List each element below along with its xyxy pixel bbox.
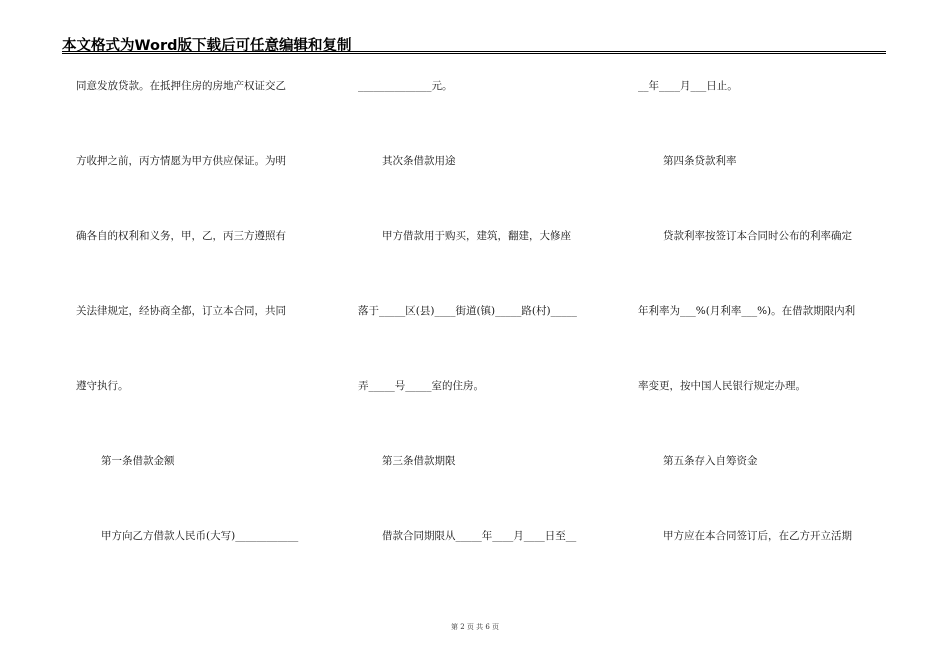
col1-line-2: 方收押之前，丙方情愿为甲方供应保证。为明	[76, 155, 286, 167]
page-number: 第 2 页 共 6 页	[450, 623, 500, 631]
col1-line-7: 甲方向乙方借款人民币(大写)____________	[101, 530, 299, 542]
col3-section-heading-1: 第四条贷款利率	[663, 155, 737, 167]
col2-line-4: 落于_____区(县)____街道(镇)_____路(村)_____	[358, 305, 577, 317]
col2-section-heading-1: 其次条借款用途	[382, 155, 456, 167]
col2-line-7: 借款合同期限从_____年____月____日至__	[382, 530, 577, 542]
col3-line-4: 年利率为___%(月利率___%)。在借款期限内利	[638, 305, 856, 317]
col3-line-3: 贷款利率按签订本合同时公布的利率确定	[663, 230, 852, 242]
col3-line-5: 率变更，按中国人民银行规定办理。	[638, 380, 806, 392]
col2-line-1: ______________元。	[358, 80, 453, 92]
col1-line-4: 关法律规定，经协商全都，订立本合同，共同	[76, 305, 286, 317]
col3-line-7: 甲方应在本合同签订后，在乙方开立活期	[663, 530, 852, 542]
col1-line-1: 同意发放贷款。在抵押住房的房地产权证交乙	[76, 80, 286, 92]
col3-line-1: __年____月___日止。	[638, 80, 738, 92]
document-header-title: 本文格式为Word版下载后可任意编辑和复制	[62, 38, 352, 54]
col1-line-3: 确各自的权利和义务，甲，乙，丙三方遵照有	[76, 230, 286, 242]
col1-section-heading: 第一条借款金额	[101, 455, 175, 467]
col2-line-3: 甲方借款用于购买，建筑，翻建，大修座	[382, 230, 571, 242]
col3-section-heading-2: 第五条存入自筹资金	[663, 455, 758, 467]
col1-line-5: 遵守执行。	[76, 380, 129, 392]
header-rule-bottom	[62, 53, 886, 54]
col2-line-5: 弄_____号_____室的住房。	[358, 380, 484, 392]
col2-section-heading-2: 第三条借款期限	[382, 455, 456, 467]
header-rule-top	[62, 51, 886, 52]
